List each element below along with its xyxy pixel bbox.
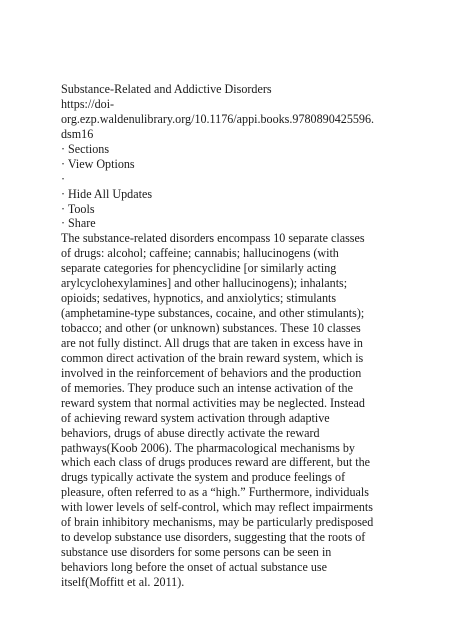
paragraph-line: common direct activation of the brain reward system, which is xyxy=(61,350,364,365)
document-title: Substance-Related and Addictive Disorders xyxy=(61,82,272,96)
paragraph-line: reward system that normal activities may be neglected. Instead xyxy=(61,395,365,410)
paragraph-line: pathways(Koob 2006). The pharmacological mechanisms by xyxy=(61,440,355,455)
paragraph-line: pleasure, often referred to as a “high.” Furthermore, individuals xyxy=(61,485,369,500)
paragraph-line: are not fully distinct. All drugs that are taken in excess have in xyxy=(61,335,363,350)
menu-item-view-options[interactable]: · View Options xyxy=(61,156,135,171)
document-body xyxy=(61,82,433,590)
paragraph-line: behaviors long before the onset of actual substance use xyxy=(61,560,327,574)
paragraph-line: The substance-related disorders encompass 10 separate classes xyxy=(61,231,365,246)
paragraph-line: of memories. They produce such an intense activation of the xyxy=(61,380,353,395)
paragraph-line: substance use disorders for some persons can be seen in xyxy=(61,545,332,560)
paragraph-line: which each class of drugs produces reward are different, but the xyxy=(61,455,371,470)
doi-link[interactable]: https://doi- xyxy=(61,96,115,111)
doi-link[interactable]: org.ezp.waldenulibrary.org/10.1176/appi.books.9780890425596. xyxy=(61,111,375,126)
paragraph-line: of brain inhibitory mechanisms, may be particularly predisposed xyxy=(61,515,374,530)
paragraph-line: drugs typically activate the system and produce feelings of xyxy=(61,470,346,485)
paragraph-line: of achieving reward system activation through adaptive xyxy=(61,410,330,425)
menu-item-hide-all-updates[interactable]: · Hide All Updates xyxy=(61,186,153,201)
paragraph-line: to develop substance use disorders, suggesting that the roots of xyxy=(61,530,366,545)
menu-item-share[interactable]: · Share xyxy=(61,216,96,231)
paragraph-line: itself(Moffitt et al. 2011). xyxy=(61,574,185,589)
paragraph-line: with lower levels of self-control, which may reflect impairments xyxy=(61,500,373,515)
paragraph-line: tobacco; and other (or unknown) substances. These 10 classes xyxy=(61,321,361,335)
menu-item-empty: · xyxy=(61,171,66,186)
paragraph-line: of drugs: alcohol; caffeine; cannabis; hallucinogens (with xyxy=(61,246,339,261)
paragraph-line: separate categories for phencyclidine [or similarly acting xyxy=(61,261,337,276)
menu-item-tools[interactable]: · Tools xyxy=(61,201,95,216)
doi-link[interactable]: dsm16 xyxy=(61,126,94,141)
paragraph-line: (amphetamine-type substances, cocaine, and other stimulants); xyxy=(61,306,365,321)
paragraph-line: involved in the reinforcement of behaviors and the production xyxy=(61,365,362,380)
paragraph-line: arylcyclohexylamines] and other hallucinogens); inhalants; xyxy=(61,276,348,291)
paragraph-line: behaviors, drugs of abuse directly activate the reward xyxy=(61,425,320,440)
menu-item-sections[interactable]: · Sections xyxy=(61,141,110,156)
paragraph-line: opioids; sedatives, hypnotics, and anxiolytics; stimulants xyxy=(61,291,337,306)
